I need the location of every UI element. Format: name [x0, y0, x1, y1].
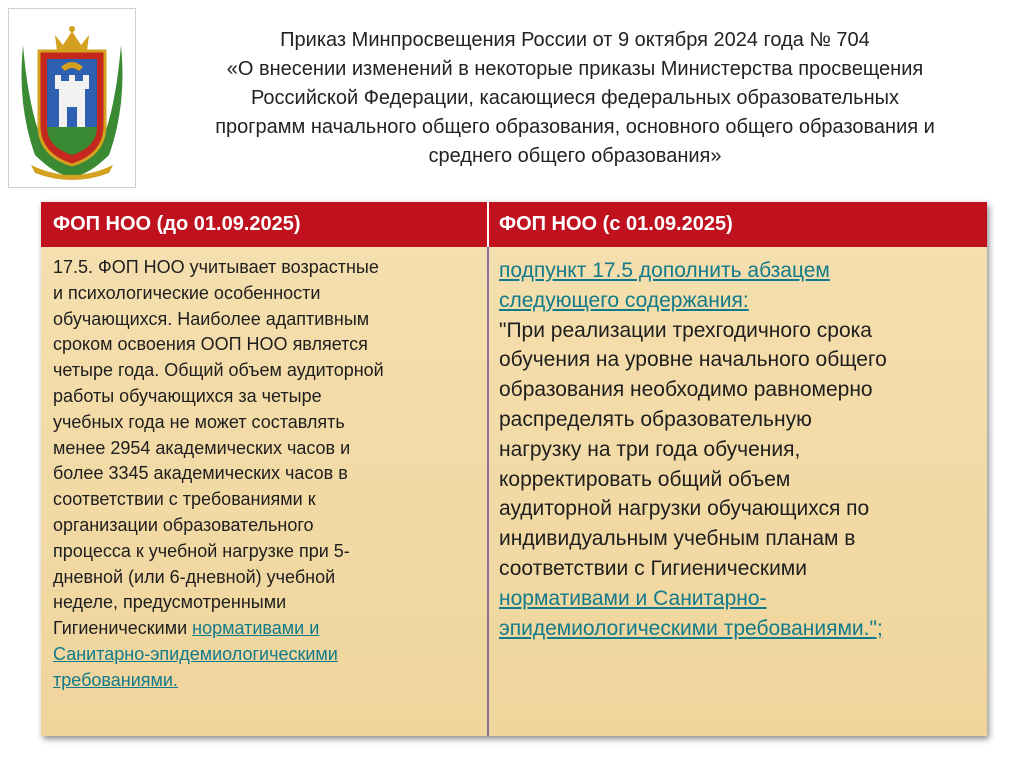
norms-link-continued[interactable]: Санитарно-эпидемиологическими: [53, 643, 338, 664]
text-line: [53, 616, 481, 642]
text-line: четыре года. Общий объем аудиторной: [53, 360, 384, 381]
text-line: неделе, предусмотренными: [53, 592, 287, 613]
text-line: соответствии с Гигиеническими: [499, 556, 807, 580]
text-line: распределять образовательную: [499, 407, 812, 431]
page-title: [150, 26, 1000, 171]
text-line: обучения на уровне начального общего: [499, 348, 887, 372]
coat-of-arms-icon: [15, 15, 129, 181]
norms-link-continued[interactable]: эпидемиологическими требованиями.";: [499, 616, 883, 640]
text-line: 17.5. ФОП НОО учитывает возрастные: [53, 257, 379, 277]
norms-link-continued[interactable]: требованиями.: [53, 669, 178, 690]
text-line: процесса к учебной нагрузке при 5-: [53, 540, 350, 561]
text-line: соответствии с требованиями к: [53, 489, 316, 510]
text-line: корректировать общий объем: [499, 467, 791, 491]
text-line: учебных года не может составлять: [53, 411, 345, 432]
norms-link[interactable]: нормативами и: [192, 618, 320, 639]
text-line: сроком освоения ООП НОО является: [53, 334, 368, 355]
title-line: программ начального общего образования, основного общего образования и: [215, 116, 935, 138]
coat-of-arms-frame: [8, 8, 136, 188]
text-line: и психологические особенности: [53, 282, 321, 303]
text-line: менее 2954 академических часов и: [53, 437, 351, 458]
text-line: работы обучающихся за четыре: [53, 385, 322, 406]
cell-before: [53, 255, 481, 694]
title-line: среднего общего образования»: [428, 145, 722, 167]
text-line: нагрузку на три года обучения,: [499, 437, 801, 461]
title-line: Российской Федерации, касающиеся федеральных образовательных: [250, 87, 900, 109]
text-line: обучающихся. Наиболее адаптивным: [53, 308, 370, 329]
body-divider: [487, 247, 489, 736]
cell-after: [499, 256, 981, 643]
title-line: «О внесении изменений в некоторые приказы Министерства просвещения: [226, 58, 924, 80]
subpoint-link-continued[interactable]: следующего содержания:: [499, 288, 749, 312]
text-line: индивидуальным учебным планам в: [499, 527, 856, 551]
table-body-row: [41, 247, 987, 736]
text-line: аудиторной нагрузки обучающихся по: [499, 497, 870, 521]
header-after: ФОП НОО (с 01.09.2025): [499, 213, 733, 235]
title-line: Приказ Минпросвещения России от 9 октября 2024 года № 704: [280, 29, 870, 51]
text-line: организации образовательного: [53, 514, 314, 535]
text-line: образования необходимо равномерно: [499, 378, 873, 402]
text-line: более 3345 академических часов в: [53, 463, 348, 484]
norms-link[interactable]: нормативами и Санитарно-: [499, 586, 767, 610]
text-line: "При реализации трехгодичного срока: [499, 318, 872, 342]
text-line: дневной (или 6-дневной) учебной: [53, 566, 336, 587]
comparison-table: [41, 202, 987, 736]
header-divider: [487, 202, 489, 247]
subpoint-link[interactable]: подпункт 17.5 дополнить абзацем: [499, 259, 830, 282]
table-header-row: [41, 202, 987, 247]
text-fragment: Гигиеническими: [53, 618, 193, 639]
header-before: ФОП НОО (до 01.09.2025): [53, 213, 301, 235]
